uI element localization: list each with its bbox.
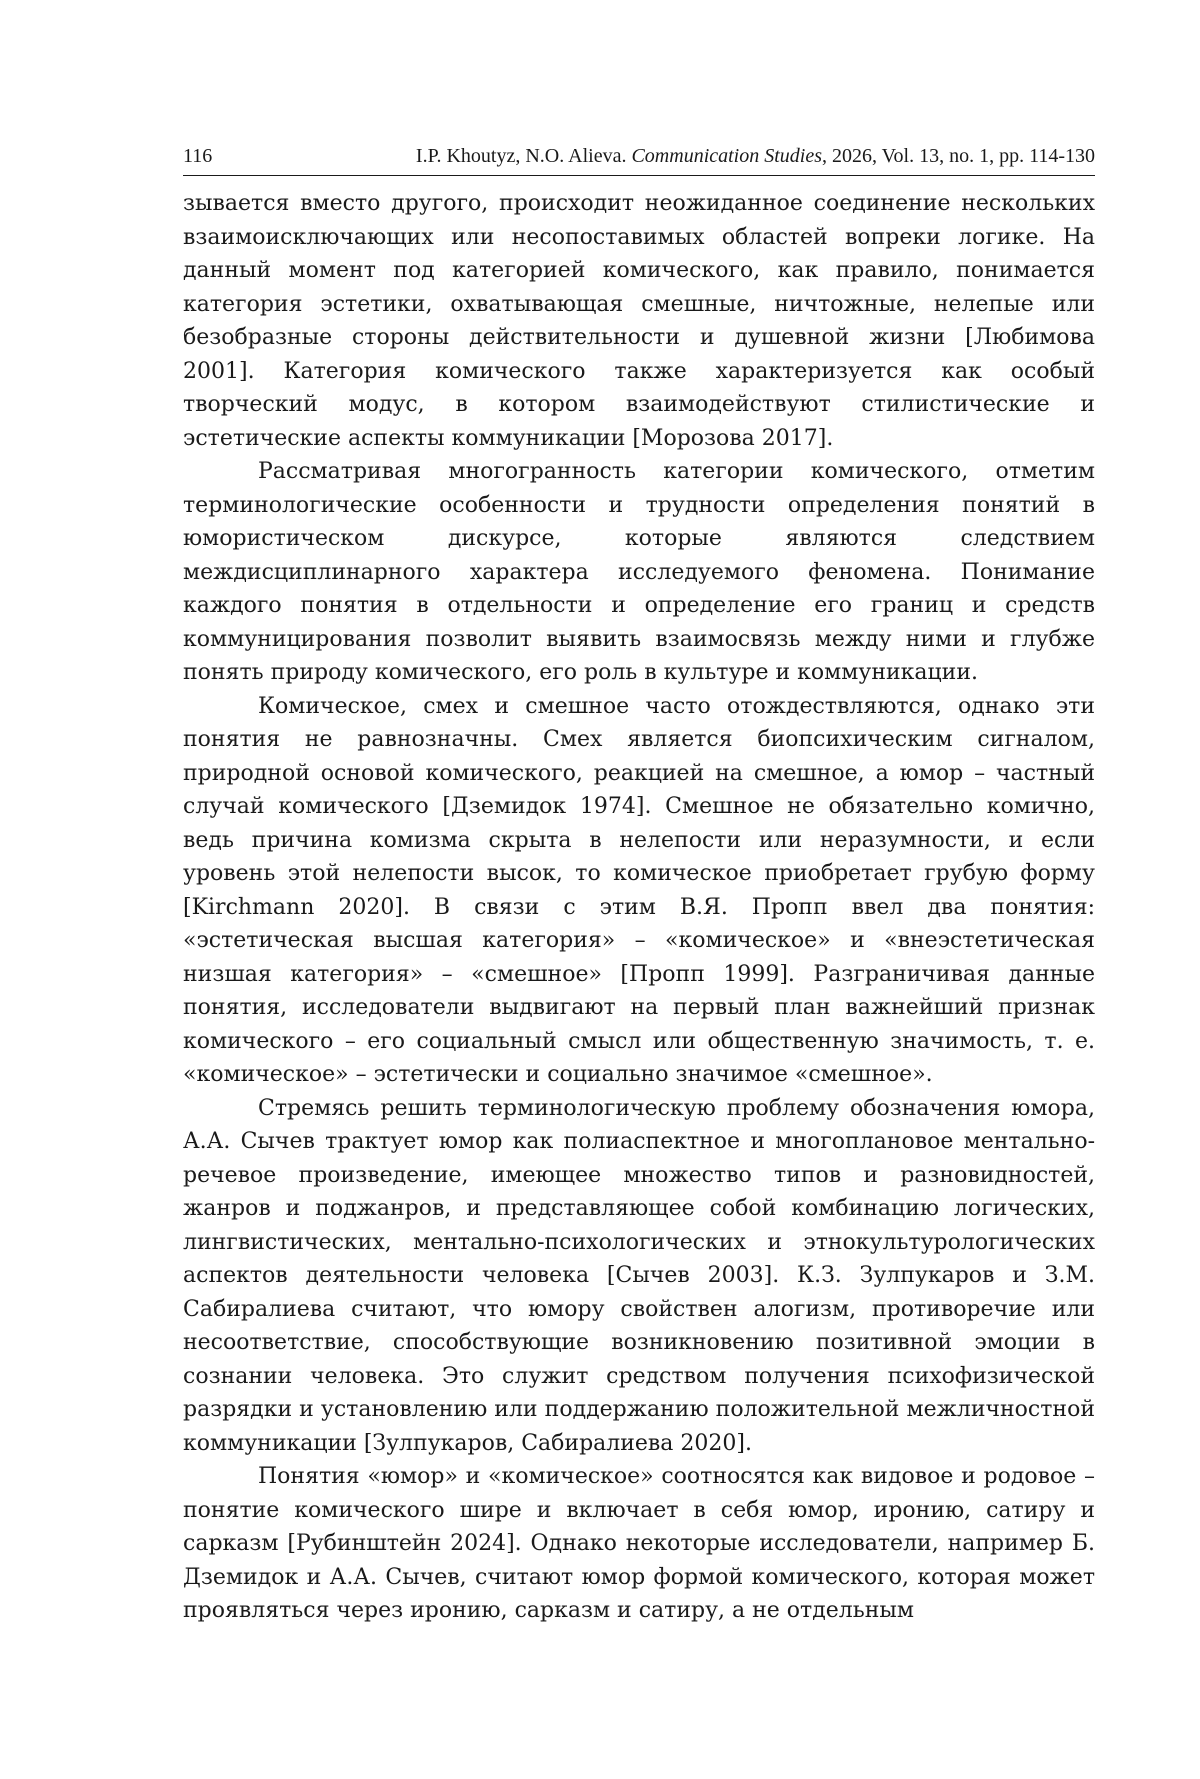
paragraph: Рассматривая многогранность категории комического, отметим терминологические особенности и трудности определения понятий в юмористическом дискурсе, которые являются следствием междисциплинарного характера исследуемого феномена. Понимание каждого понятия в отдельности и определение его границ и средств коммуницирования позволит выявить взаимосвязь между ними и глубже понять природу комического, его роль в культуре и коммуникации. xyxy=(183,459,1095,685)
paragraph: зывается вместо другого, происходит неожиданное соединение нескольких взаимоисключающих или несопоставимых областей вопреки логике. На данный момент под категорией комического, как правило, понимается категория эстетики, охватывающая смешные, ничтожные, нелепые или безобразные стороны действительности и душевной жизни [Любимова 2001]. Категория комического также характеризуется как особый творческий модус, в котором взаимодействуют стилистические и эстетические аспекты коммуникации [Морозова 2017]. xyxy=(183,191,1095,451)
article-body xyxy=(183,187,1095,1628)
page-number: 116 xyxy=(183,145,213,167)
citation-authors: I.P. Khoutyz, N.O. Alieva. xyxy=(415,145,627,167)
paragraph: Стремясь решить терминологическую проблему обозначения юмора, А.А. Сычев трактует юмор как полиаспектное и многоплановое ментально-речевое произведение, имеющее множество типов и разновидностей, жанров и поджанров, и представляющее собой комбинацию логических, лингвистических, ментально-психологических и этнокультурологических аспектов деятельности человека [Сычев 2003]. К.З. Зулпукаров и З.М. Сабиралиева считают, что юмору свойствен алогизм, противоречие или несоответствие, способствующие возникновению позитивной эмоции в сознании человека. Это служит средством получения психофизической разрядки и установлению или поддержанию положительной межличностной коммуникации [Зулпукаров, Сабиралиева 2020]. xyxy=(183,1095,1095,1456)
paragraph: Понятия «юмор» и «комическое» соотносятся как видовое и родовое – понятие комического шире и включает в себя юмор, иронию, сатиру и сарказм [Рубинштейн 2024]. Однако некоторые исследователи, например Б. Дземидок и А.А. Сычев, считают юмор формой комического, которая может проявляться через иронию, сарказм и сатиру, а не отдельным xyxy=(183,1464,1095,1623)
citation-details: , 2026, Vol. 13, no. 1, pp. 114-130 xyxy=(822,145,1095,167)
article-citation xyxy=(416,141,1095,171)
paragraph: Комическое, смех и смешное часто отождествляются, однако эти понятия не равнозначны. Смех является биопсихическим сигналом, природной основой комического, реакцией на смешное, а юмор – частный случай комического [Дземидок 1974]. Смешное не обязательно комично, ведь причина комизма скрыта в нелепости или неразумности, и если уровень этой нелепости высок, то комическое приобретает грубую форму [Kirchmann 2020]. В связи с этим В.Я. Пропп ввел два понятия: «эстетическая высшая категория» – «комическое» и «внеэстетическая низшая категория» – «смешное» [Пропп 1999]. Разграничивая данные понятия, исследователи выдвигают на первый план важнейший признак комического – его социальный смысл или общественную значимость, т. е. «комическое» – эстетически и социально значимое «смешное». xyxy=(183,693,1095,1087)
citation-journal: Communication Studies xyxy=(631,145,823,167)
running-header xyxy=(183,141,1095,176)
